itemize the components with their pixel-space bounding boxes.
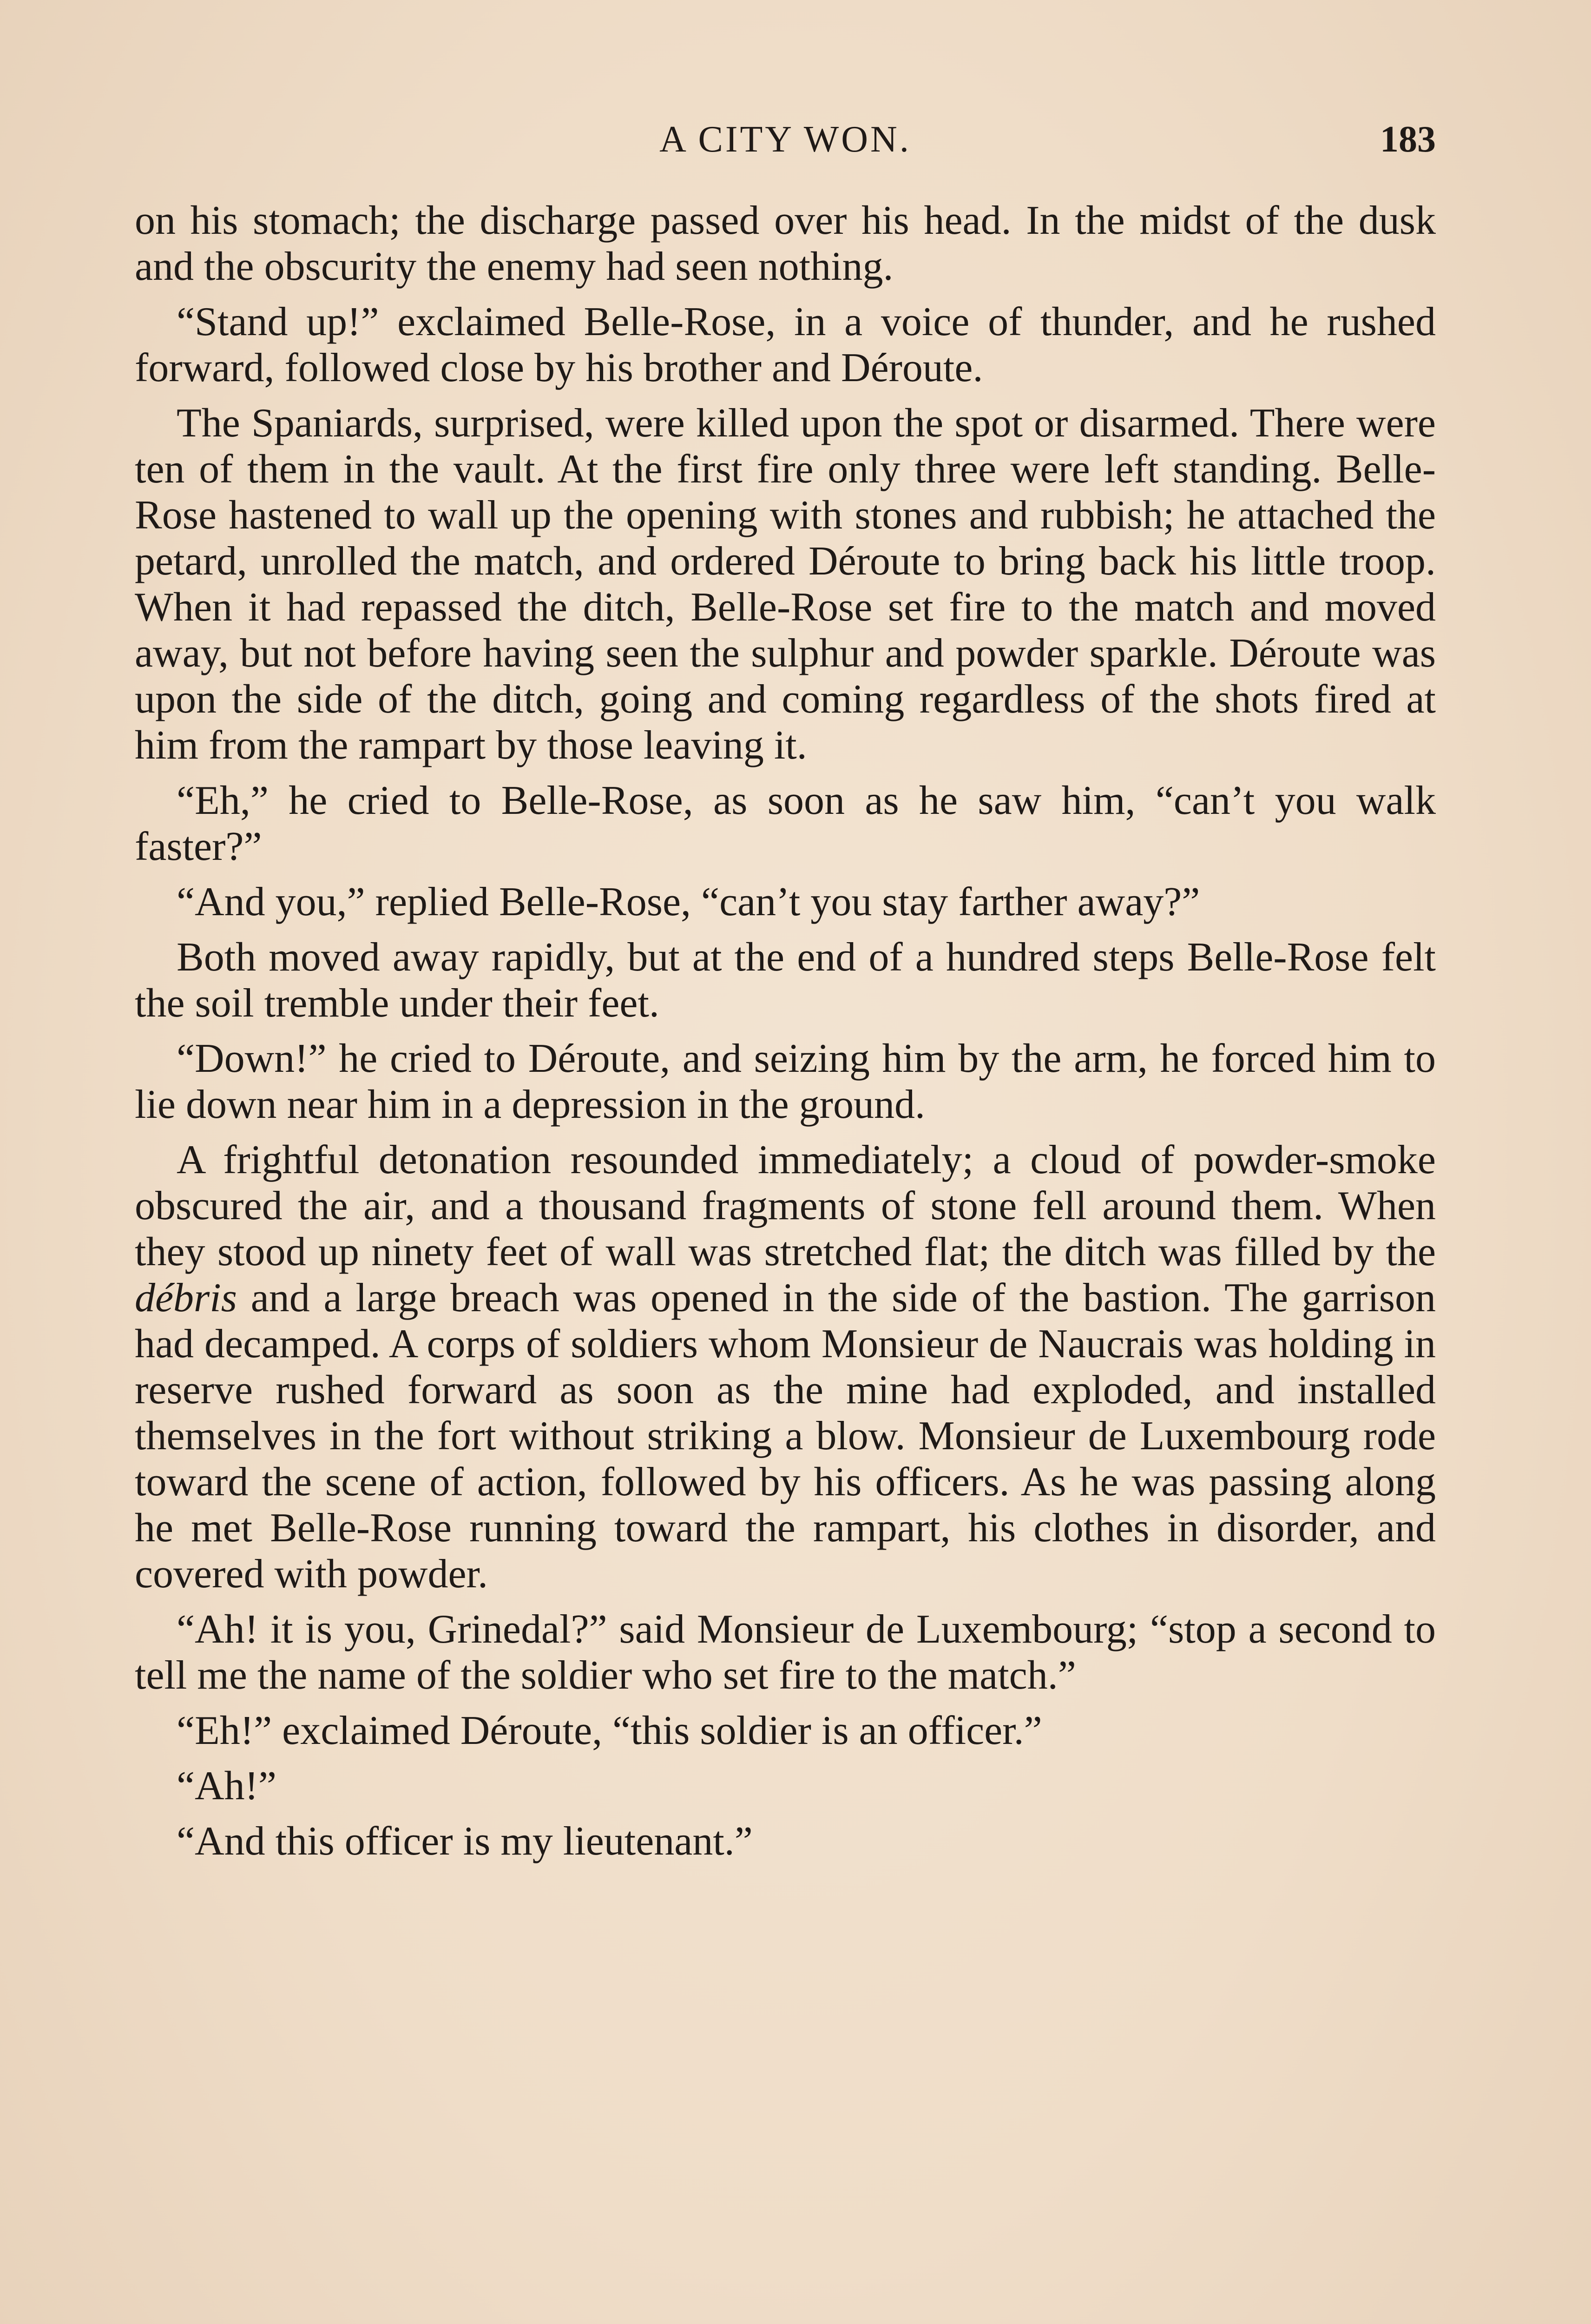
paragraph-2: “Stand up!” exclaimed Belle-Rose, in a voice of thunder, and he rushed forward, followed close by his brother and Déroute. [135, 299, 1436, 390]
paragraph-12: “And this officer is my lieutenant.” [177, 1819, 753, 1864]
paragraph-6: Both moved away rapidly, but at the end of a hundred steps Belle-Rose felt the soil tremble under their feet. [135, 935, 1436, 1026]
running-head [135, 119, 1436, 170]
page-number: 183 [1380, 119, 1436, 160]
paragraph-11: “Ah!” [177, 1763, 276, 1809]
paragraph-8-text-after: and a large breach was opened in the side of the bastion. The garrison had decamped. A corps of soldiers whom Monsieur de Naucrais was holding in reserve rushed forward as soon as the mine had exploded, and installed themselves in the fort without striking a blow. Monsieur de Luxembourg rode toward the scene of action, followed by his officers. As he was passing along he met Belle-Rose running toward the rampart, his clothes in disorder, and covered with powder. [135, 1275, 1436, 1597]
paragraph-4: “Eh,” he cried to Belle-Rose, as soon as he saw him, “can’t you walk faster?” [135, 778, 1436, 869]
paragraph-9: “Ah! it is you, Grinedal?” said Monsieur de Luxembourg; “stop a second to tell me the name of the soldier who set fire to the match.” [135, 1607, 1436, 1698]
paragraph-5: “And you,” replied Belle-Rose, “can’t you stay farther away?” [177, 879, 1200, 924]
paragraph-7: “Down!” he cried to Déroute, and seizing him by the arm, he forced him to lie down near him in a depression in the ground. [135, 1036, 1436, 1127]
paragraph-8-text-before: A frightful detonation resounded immediately; a cloud of powder-smoke obscured the air, and a thousand fragments of stone fell around them. When they stood up ninety feet of wall was stretched flat; the ditch was filled by the [135, 1137, 1436, 1274]
chapter-title: A CITY WON. [659, 119, 911, 160]
body-text [135, 198, 1436, 1874]
paragraph-3: The Spaniards, surprised, were killed upon the spot or disarmed. There were ten of them in the vault. At the first fire only three were left standing. Belle-Rose hastened to wall up the opening with stones and rubbish; he attached the petard, unrolled the match, and ordered Déroute to bring back his little troop. When it had repassed the ditch, Belle-Rose set fire to the match and moved away, but not before having seen the sulphur and powder sparkle. Déroute was upon the side of the ditch, going and coming regardless of the shots fired at him from the rampart by those leaving it. [135, 401, 1436, 768]
paragraph-1: on his stomach; the discharge passed over his head. In the midst of the dusk and the obscurity the enemy had seen nothing. [135, 198, 1436, 289]
paragraph-8 [135, 1137, 1436, 1597]
italic-word-debris: débris [135, 1275, 237, 1320]
paragraph-10: “Eh!” exclaimed Déroute, “this soldier is an officer.” [177, 1708, 1042, 1753]
